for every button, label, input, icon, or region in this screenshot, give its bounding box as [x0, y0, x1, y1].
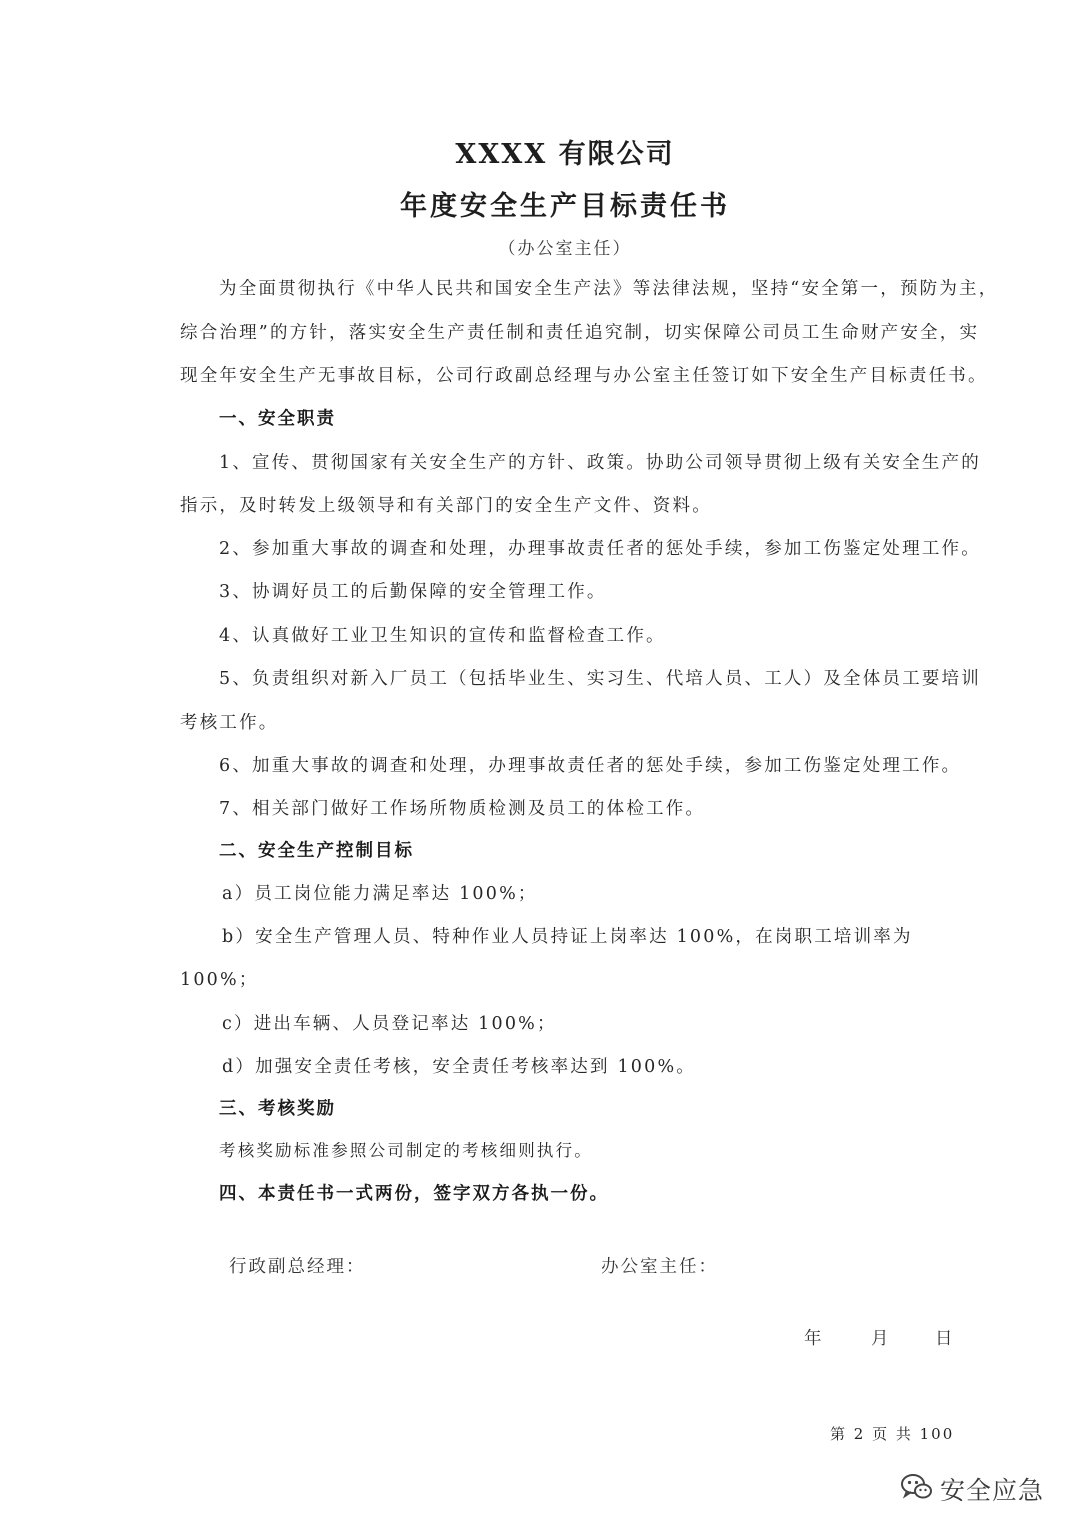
date-day-label: 日 [935, 1329, 955, 1349]
wechat-icon [900, 1470, 934, 1504]
target-line: 100%； [180, 970, 259, 990]
section-heading-duties: 一、安全职责 [219, 409, 336, 429]
document-subtitle: （办公室主任） [498, 239, 632, 259]
duty-line: 1、宣传、贯彻国家有关安全生产的方针、政策。协助公司领导贯彻上级有关安全生产的 [219, 453, 981, 473]
target-line: a）员工岗位能力满足率达 100%； [222, 884, 538, 904]
duty-line: 2、参加重大事故的调查和处理，办理事故责任者的惩处手续，参加工伤鉴定处理工作。 [219, 539, 981, 559]
section-heading-targets: 二、安全生产控制目标 [219, 841, 414, 861]
duty-line: 3、协调好员工的后勤保障的安全管理工作。 [219, 582, 607, 602]
intro-line: 为全面贯彻执行《中华人民共和国安全生产法》等法律法规，坚持“安全第一，预防为主， [219, 279, 999, 299]
date-month-label: 月 [871, 1329, 891, 1349]
target-line: d）加强安全责任考核，安全责任考核率达到 100%。 [222, 1057, 696, 1077]
signature-office-director: 办公室主任： [601, 1257, 718, 1277]
section-heading-rewards: 三、考核奖励 [219, 1099, 336, 1119]
duty-line: 5、负责组织对新入厂员工（包括毕业生、实习生、代培人员、工人）及全体员工要培训 [219, 669, 981, 689]
duty-line: 指示，及时转发上级领导和有关部门的安全生产文件、资料。 [180, 496, 712, 516]
target-line: b）安全生产管理人员、特种作业人员持证上岗率达 100%，在岗职工培训率为 [222, 927, 913, 947]
target-line: c）进出车辆、人员登记率达 100%； [222, 1014, 557, 1034]
duty-line: 7、相关部门做好工作场所物质检测及员工的体检工作。 [219, 799, 706, 819]
document-main-title: 年度安全生产目标责任书 [400, 191, 730, 222]
duty-line: 考核工作。 [180, 713, 279, 733]
intro-line: 综合治理”的方针，落实安全生产责任制和责任追究制，切实保障公司员工生命财产安全，实 [180, 323, 980, 343]
watermark-text: 安全应急 [940, 1476, 1045, 1505]
page-number: 第 2 页 共 100 [830, 1425, 955, 1443]
document-company-title: XXXX 有限公司 [455, 139, 675, 170]
intro-line: 现全年安全生产无事故目标，公司行政副总经理与办公室主任签订如下安全生产目标责任书。 [180, 366, 988, 386]
date-year-label: 年 [804, 1329, 824, 1349]
section-heading-copies: 四、本责任书一式两份，签字双方各执一份。 [219, 1184, 609, 1204]
rewards-text: 考核奖励标准参照公司制定的考核细则执行。 [219, 1141, 593, 1160]
duty-line: 4、认真做好工业卫生知识的宣传和监督检查工作。 [219, 626, 666, 646]
duty-line: 6、加重大事故的调查和处理，办理事故责任者的惩处手续，参加工伤鉴定处理工作。 [219, 756, 962, 776]
signature-deputy-gm: 行政副总经理： [229, 1257, 366, 1277]
